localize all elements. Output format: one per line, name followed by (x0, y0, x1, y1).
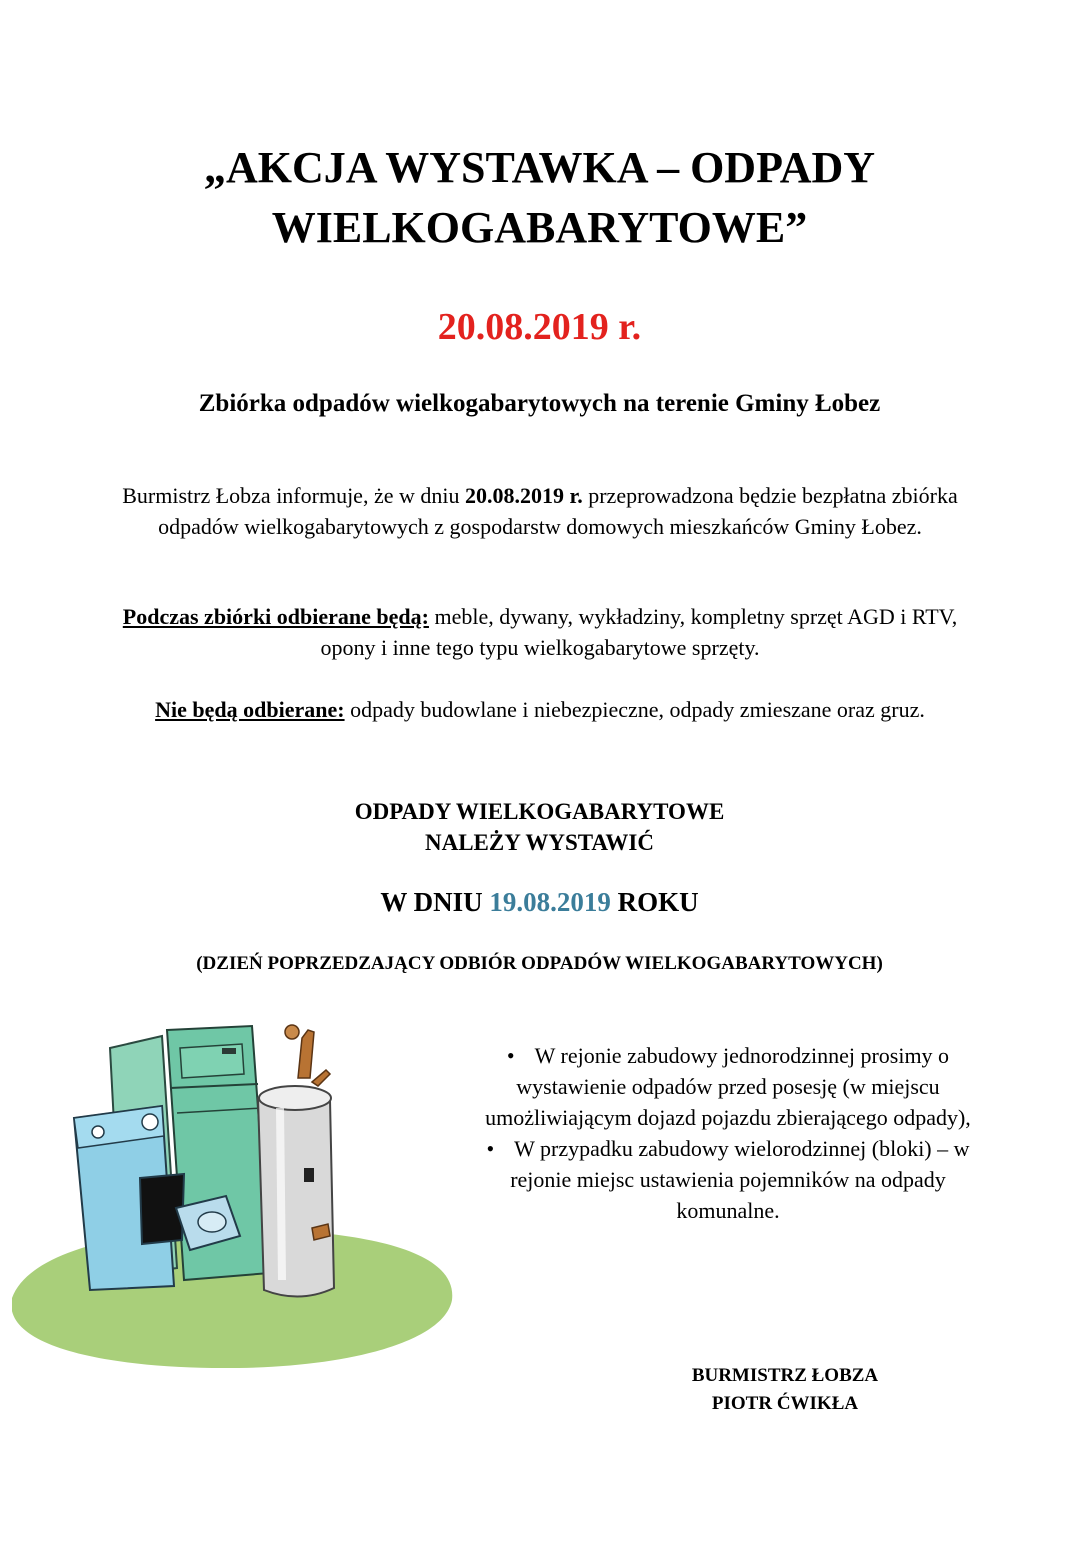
notice-line-1: ODPADY WIELKOGABARYTOWE (354, 799, 725, 824)
intro-text-after: przeprowadzona będzie bezpłatna zbiórka odpadów wielkogabarytowych z gospodarstw domowych mieszkańców Gminy Łobez. (158, 483, 958, 539)
intro-text-before: Burmistrz Łobza informuje, że w dniu (122, 483, 465, 508)
collected-label: Podczas zbiórki odbierane będą: (122, 604, 429, 629)
put-out-note: (DZIEŃ POPRZEDZAJĄCY ODBIÓR ODPADÓW WIELKOGABARYTOWYCH) (196, 953, 883, 974)
collected-paragraph (110, 601, 970, 663)
notice-heading (0, 796, 1079, 858)
bulky-waste-illustration (12, 1018, 457, 1368)
subtitle: Zbiórka odpadów wielkogabarytowych na terenie Gminy Łobez (198, 390, 881, 417)
list-item (478, 1040, 978, 1133)
instructions-list (478, 1040, 978, 1226)
page-title (0, 138, 1079, 258)
title-line-2: WIELKOGABARYTOWE” (271, 203, 808, 252)
intro-paragraph (110, 480, 970, 542)
signature (620, 1362, 950, 1418)
put-out-date: 19.08.2019 (489, 887, 611, 917)
list-item-text: W przypadku zabudowy wielorodzinnej (bloki) – w rejonie miejsc ustawienia pojemników na odpady komunalne. (510, 1136, 970, 1223)
water-heater (258, 1025, 334, 1297)
put-out-date-line (0, 887, 1079, 918)
not-collected-label: Nie będą odbierane: (155, 697, 345, 722)
signature-name: PIOTR ĆWIKŁA (711, 1393, 859, 1414)
intro-date: 20.08.2019 r. (464, 483, 583, 508)
collection-date: 20.08.2019 r. (437, 306, 642, 348)
put-out-suffix: ROKU (610, 887, 699, 917)
list-item (478, 1133, 978, 1226)
not-collected-paragraph (110, 694, 970, 725)
collected-text: meble, dywany, wykładziny, kompletny sprzęt AGD i RTV, opony i inne tego typu wielkogabarytowe sprzęty. (320, 604, 958, 660)
title-line-1: „AKCJA WYSTAWKA – ODPADY (203, 143, 876, 192)
bullet-dot-icon: • (506, 1043, 515, 1068)
notice-line-2: NALEŻY WYSTAWIĆ (425, 830, 654, 855)
list-item-text: W rejonie zabudowy jednorodzinnej prosimy o wystawienie odpadów przed posesję (w miejscu umożliwiającym dojazd pojazdu zbierającego odpady), (485, 1043, 971, 1130)
bullet-dot-icon: • (486, 1136, 495, 1161)
signature-role: BURMISTRZ ŁOBZA (691, 1365, 879, 1386)
put-out-prefix: W DNIU (380, 887, 490, 917)
not-collected-text: odpady budowlane i niebezpieczne, odpady zmieszane oraz gruz. (344, 697, 925, 722)
